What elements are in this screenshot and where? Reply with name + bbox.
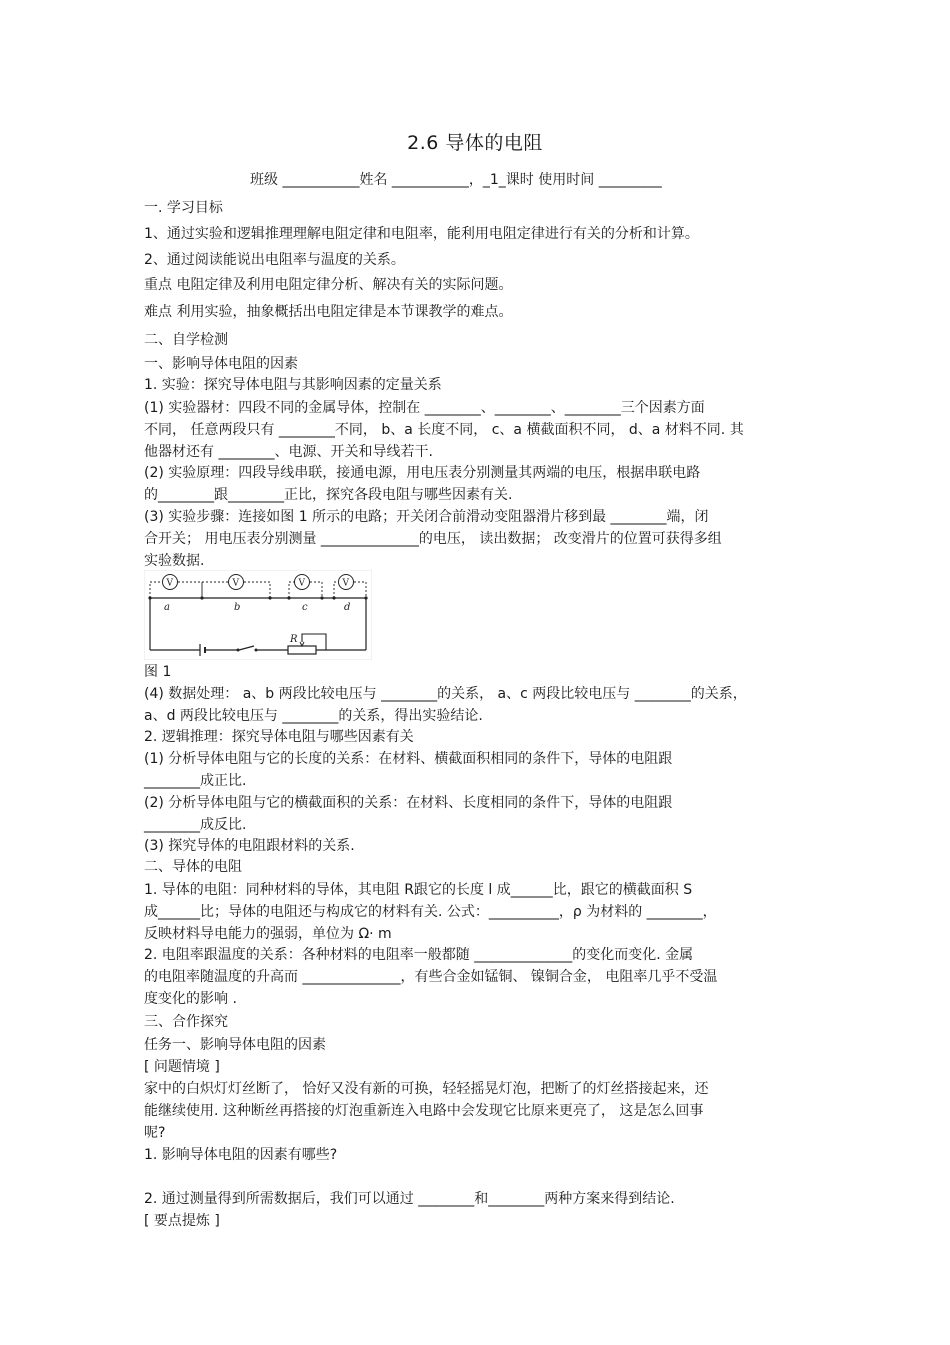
text-line: 1. 影响导体电阻的因素有哪些? [144,1147,338,1163]
text-line: 不同， 任意两段只有 ________不同， b、a 长度不同， c、a 横截面积不同， d、a 材料不同. 其 [144,422,744,438]
text-line: 能继续使用. 这种断丝再搭接的灯泡重新连入电路中会发现它比原来更亮了， 这是怎么回事 [144,1103,704,1119]
text-line: 2. 通过测量得到所需数据后，我们可以通过 ________和________两种方案来得到结论. [144,1191,675,1207]
text-line: 合开关； 用电压表分别测量 ______________的电压， 读出数据； 改变滑片的位置可获得多组 [144,531,722,547]
text-line: (1) 实验器材：四段不同的金属导体，控制在 ________、________、________三个因素方面 [144,400,705,416]
voltmeter-icon: V [342,578,349,589]
text-line: (1) 分析导体电阻与它的长度的关系：在材料、横截面积相同的条件下，导体的电阻跟 [144,751,673,767]
text-line: (2) 实验原理：四段导线串联，接通电源，用电压表分别测量其两端的电压，根据串联电路 [144,465,701,481]
text-line: 一. 学习目标 [144,200,223,216]
text-line: 任务一、影响导体电阻的因素 [144,1037,326,1053]
text-line: 的电阻率随温度的升高而 ______________，有些合金如锰铜、 镍铜合金， 电阻率几乎不受温 [144,969,718,985]
text-line: 他器材还有 ________、电源、开关和导线若干. [144,444,433,460]
text-line: (3) 探究导体的电阻跟材料的关系. [144,838,355,854]
text-line: ________成正比. [144,773,247,789]
text-line: a、d 两段比较电压与 ________的关系，得出实验结论. [144,708,483,724]
segment-label-b: b [234,602,241,613]
text-line: (2) 分析导体电阻与它的横截面积的关系：在材料、长度相同的条件下，导体的电阻跟 [144,795,673,811]
text-line: 实验数据. [144,553,205,569]
circuit-diagram [144,570,372,660]
segment-label-d: d [344,602,351,613]
text-line: 一、影响导体电阻的因素 [144,356,298,372]
text-line: 1. 导体的电阻：同种材料的导体，其电阻 R跟它的长度 l 成______比，跟它的横截面积 S [144,882,693,898]
class-info-line: 班级 ___________姓名 ___________，_1_课时 使用时间 _________ [250,172,662,188]
text-line: 家中的白炽灯灯丝断了， 恰好又没有新的可换，轻轻摇晃灯泡，把断了的灯丝搭接起来，还 [144,1081,709,1097]
text-line: 三、合作探究 [144,1014,228,1030]
text-line: ________成反比. [144,817,247,833]
text-line: 图 1 [144,664,172,680]
segment-label-a: a [164,602,170,613]
text-line: 成______比；导体的电阻还与构成它的材料有关. 公式：__________，ρ 为材料的 ________， [144,904,717,920]
text-line: 的________跟________正比，探究各段电阻与哪些因素有关. [144,487,513,503]
text-line: 二、自学检测 [144,332,228,348]
voltmeter-icon: V [298,578,305,589]
text-line: 2. 逻辑推理：探究导体电阻与哪些因素有关 [144,729,414,745]
segment-label-c: c [302,602,308,613]
resistor-label: R [290,634,298,645]
voltmeter-icon: V [232,578,239,589]
text-line: 二、导体的电阻 [144,859,242,875]
text-line: 1. 实验：探究导体电阻与其影响因素的定量关系 [144,377,442,393]
page-title: 2.6 导体的电阻 [407,132,543,154]
text-line: 重点 电阻定律及利用电阻定律分析、解决有关的实际问题。 [144,277,513,293]
text-line: 度变化的影响 . [144,991,237,1007]
text-line: (3) 实验步骤：连接如图 1 所示的电路；开关闭合前滑动变阻器滑片移到最 ________端，闭 [144,509,709,525]
text-line: 难点 利用实验，抽象概括出电阻定律是本节课教学的难点。 [144,304,513,320]
text-line: 2. 电阻率跟温度的关系：各种材料的电阻率一般都随 ______________的变化而变化. 金属 [144,947,694,963]
text-line: 1、通过实验和逻辑推理理解电阻定律和电阻率，能利用电阻定律进行有关的分析和计算。 [144,226,699,242]
text-line: 呢? [144,1125,166,1141]
voltmeter-icon: V [166,578,173,589]
text-line: [ 要点提炼 ] [144,1213,220,1229]
text-line: 2、通过阅读能说出电阻率与温度的关系。 [144,252,405,268]
text-line: 反映材料导电能力的强弱，单位为 Ω· m [144,926,392,942]
text-line: [ 问题情境 ] [144,1059,220,1075]
text-line: (4) 数据处理： a、b 两段比较电压与 ________的关系， a、c 两段比较电压与 ________的关系， [144,686,747,702]
